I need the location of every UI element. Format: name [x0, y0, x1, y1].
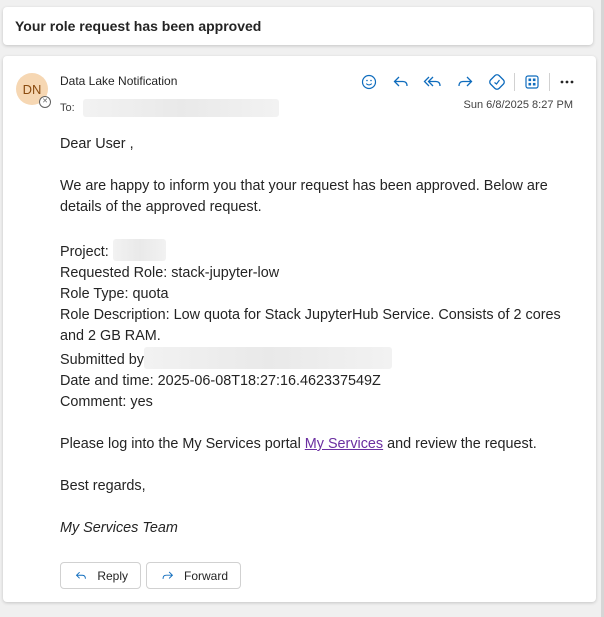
signature: My Services Team: [60, 520, 178, 536]
reply-label: Reply: [97, 568, 128, 583]
submitted-by-label: Submitted by: [60, 352, 144, 368]
reply-icon[interactable]: [385, 71, 417, 93]
role-description: Role Description: Low quota for Stack JupyterHub Service. Consists of 2 cores and 2 GB RAM.: [60, 307, 561, 344]
forward-icon: [161, 569, 174, 583]
project-redacted: [113, 239, 166, 261]
closing: Best regards,: [60, 478, 146, 494]
status-badge-icon: ✕: [39, 96, 51, 108]
role-type: Role Type: quota: [60, 286, 169, 302]
project-line: [60, 239, 580, 263]
message-toolbar: [353, 71, 583, 93]
date-time: Date and time: 2025-06-08T18:27:16.462337549Z: [60, 373, 381, 389]
project-label: Project:: [60, 244, 109, 260]
emoji-icon[interactable]: [353, 71, 385, 93]
avatar-initials: DN: [22, 81, 42, 97]
submitted-by-line: [60, 347, 580, 371]
login-instruction: Please log into the My Services portal My Services and review the request.: [60, 436, 537, 452]
recipient-row: [60, 99, 279, 117]
recipient-redacted: [83, 99, 279, 117]
reply-button[interactable]: [60, 562, 141, 589]
forward-button[interactable]: [146, 562, 241, 589]
reply-all-icon[interactable]: [417, 71, 449, 93]
reply-icon: [75, 569, 87, 583]
forward-icon[interactable]: [449, 71, 481, 93]
email-subject: Your role request has been approved: [15, 18, 262, 34]
email-body: [60, 134, 580, 539]
sent-date: Sun 6/8/2025 8:27 PM: [463, 99, 573, 111]
email-message: [3, 56, 596, 602]
my-services-link[interactable]: My Services: [304, 436, 384, 452]
sender-name[interactable]: Data Lake Notification: [60, 74, 178, 88]
copilot-icon[interactable]: [481, 71, 513, 93]
to-label: To:: [60, 102, 75, 114]
submitter-redacted: [144, 347, 392, 369]
comment: Comment: yes: [60, 394, 153, 410]
intro-paragraph: We are happy to inform you that your request has been approved. Below are details of the approved request.: [60, 178, 548, 215]
more-icon[interactable]: [551, 71, 583, 93]
toolbar-divider: [514, 73, 515, 91]
subject-header: [3, 7, 593, 45]
forward-label: Forward: [183, 568, 228, 583]
reply-actions: [60, 562, 241, 589]
requested-role: Requested Role: stack-jupyter-low: [60, 265, 280, 281]
apps-icon[interactable]: [516, 71, 548, 93]
toolbar-divider: [549, 73, 550, 91]
avatar[interactable]: [16, 73, 48, 105]
greeting: Dear User ,: [60, 136, 134, 152]
